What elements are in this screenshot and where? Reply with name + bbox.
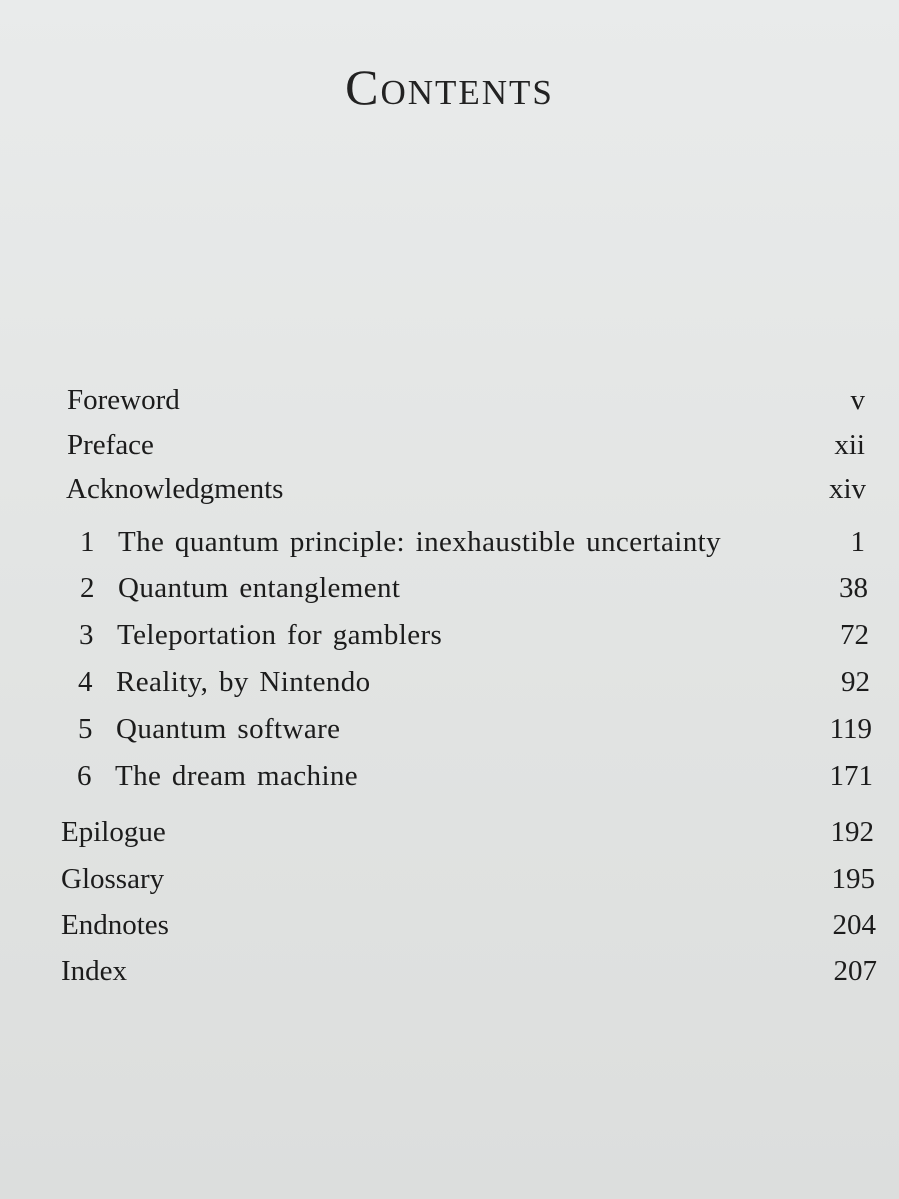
chapter-title: Reality, by Nintendo (116, 666, 371, 698)
toc-entry-label: Endnotes (61, 909, 169, 941)
toc-entry-page: xii (834, 429, 865, 461)
chapter-page: 92 (841, 666, 870, 698)
toc-entry-glossary (61, 861, 875, 897)
toc-entry-page: 192 (830, 816, 874, 848)
toc-entry-page: 195 (831, 863, 875, 895)
chapter-title: Quantum software (116, 713, 341, 745)
chapter-number: 5 (78, 713, 93, 745)
chapter-page: 119 (829, 713, 872, 745)
toc-chapter-5 (78, 711, 872, 747)
chapter-number: 1 (80, 526, 95, 558)
toc-entry-index (61, 953, 877, 989)
toc-entry-foreword (67, 382, 865, 418)
chapter-number: 6 (77, 760, 92, 792)
chapter-title: The dream machine (115, 760, 359, 792)
page-title: Contents (345, 59, 554, 115)
toc-entry-page: 207 (833, 955, 877, 987)
toc-entry-acknowledgments (66, 471, 866, 507)
toc-entry-endnotes (61, 907, 876, 943)
toc-entry-preface (67, 427, 865, 463)
toc-entry-page: xiv (828, 473, 866, 505)
toc-chapter-1 (80, 524, 865, 560)
chapter-title: The quantum principle: inexhaustible uncertainty (118, 526, 721, 558)
chapter-page: 1 (850, 526, 865, 558)
toc-entry-label: Glossary (61, 863, 165, 895)
chapter-number: 4 (78, 666, 93, 698)
toc-entry-label: Preface (67, 429, 154, 461)
chapter-page: 171 (829, 760, 873, 792)
toc-entry-label: Epilogue (61, 816, 166, 848)
toc-entry-page: 204 (832, 909, 876, 941)
toc-entry-label: Index (61, 955, 128, 987)
chapter-number: 2 (80, 572, 95, 604)
chapter-number: 3 (79, 619, 94, 651)
chapter-page: 38 (839, 572, 868, 604)
toc-chapter-4 (78, 664, 870, 700)
toc-entry-label: Foreword (67, 384, 180, 416)
chapter-title: Teleportation for gamblers (117, 619, 443, 651)
toc-entry-page: v (850, 384, 865, 416)
toc-chapter-6 (77, 758, 873, 794)
toc-entry-epilogue (61, 814, 874, 850)
toc-entry-label: Acknowledgments (66, 473, 284, 505)
toc-chapter-2 (80, 570, 868, 606)
chapter-title: Quantum entanglement (118, 572, 401, 604)
chapter-page: 72 (840, 619, 869, 651)
toc-chapter-3 (79, 617, 869, 653)
